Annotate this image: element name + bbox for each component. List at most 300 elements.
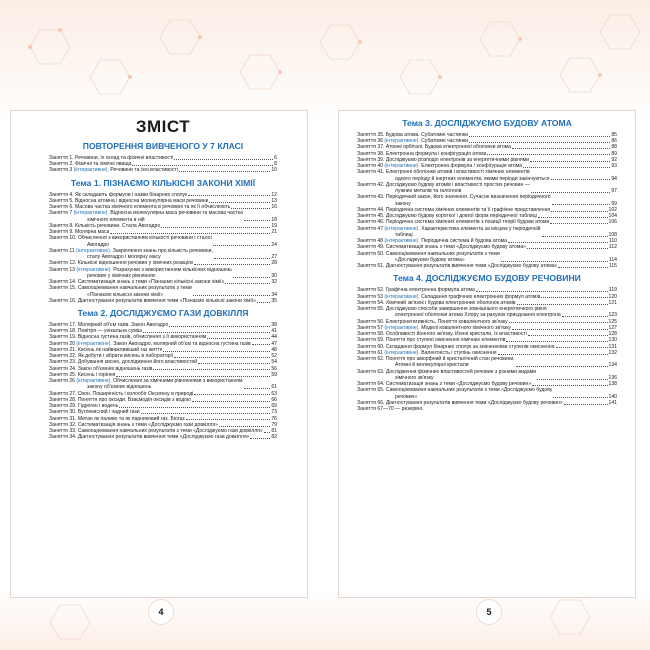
- lesson-title: Самооцінювання навчальних результатів з теми «Досліджуємо гази довкілля»: [77, 428, 263, 435]
- lesson-label: Заняття 37.: [357, 144, 385, 151]
- lesson-title: Будова атома. Субатомні частинки: [385, 131, 469, 138]
- lesson-title: Молярна маса: [75, 229, 110, 235]
- page-ref: 140: [608, 393, 617, 400]
- lesson-label: Заняття 3: [49, 167, 73, 174]
- lesson-title: Закон об'ємних відношень газів: [77, 365, 153, 372]
- toc-entry-text: [49, 378, 243, 391]
- dot-leader: [516, 366, 608, 367]
- dot-leader: [192, 401, 270, 402]
- interactive-tag: (інтерактивне).: [76, 340, 112, 347]
- lesson-label: Заняття 7: [49, 210, 73, 217]
- page-ref: 86: [611, 138, 617, 145]
- dot-leader: [523, 167, 610, 168]
- lesson-label: Заняття 52.: [357, 287, 385, 294]
- lesson-title: Закріплення знань про кількість речовини,: [112, 247, 213, 254]
- dot-leader: [556, 347, 608, 348]
- interactive-tag: (інтерактивне).: [384, 225, 420, 232]
- toc-entry-text: [49, 267, 232, 280]
- dot-leader: [541, 297, 607, 298]
- toc-entry-text: [357, 251, 500, 264]
- page-ref: 61: [271, 384, 277, 391]
- page-ref: 28: [271, 260, 277, 267]
- page-ref: 132: [608, 349, 617, 356]
- toc-entry[interactable]: [357, 263, 617, 269]
- lesson-label: Заняття 33.: [49, 428, 77, 435]
- lesson-title: Систематизація знань з теми «Пізнаємо кількісні закони хімії»: [77, 279, 225, 285]
- dot-leader: [141, 413, 271, 414]
- interactive-tag: (інтерактивне).: [76, 266, 112, 273]
- toc-entry[interactable]: [49, 267, 277, 280]
- lesson-title-continued: таблиці: [395, 231, 413, 238]
- toc-entry-text: [357, 306, 561, 319]
- page-ref: 27: [271, 254, 277, 260]
- lesson-title-continued: «Досліджуємо будову атома»: [395, 256, 465, 263]
- dot-leader: [517, 304, 608, 305]
- lesson-label: Заняття 11: [49, 247, 75, 254]
- lesson-title: Діагностування результатів вивчення теми «Досліджуємо будову атома»: [385, 263, 558, 270]
- lesson-label: Заняття 57: [357, 324, 383, 331]
- lesson-title: Періодична система й будова атома: [421, 238, 508, 245]
- page-ref: 136: [608, 374, 617, 381]
- dot-leader: [564, 404, 608, 405]
- right-page: [338, 110, 636, 617]
- lesson-label: Заняття 45.: [357, 213, 385, 220]
- dot-leader: [531, 192, 611, 193]
- page-ref: 88: [611, 144, 617, 151]
- lesson-title: Атомні орбіталі. Будова електронної оболонки атома: [385, 144, 511, 151]
- lesson-title: Характеристика елемента за місцем у періодичній: [421, 225, 541, 232]
- dot-leader: [487, 154, 610, 155]
- toc-entry[interactable]: [49, 378, 277, 391]
- dot-leader: [550, 223, 607, 224]
- dot-leader: [231, 208, 270, 209]
- lesson-label: Заняття 24.: [49, 365, 77, 372]
- page-number-right: 5: [476, 599, 502, 625]
- dot-leader: [551, 211, 607, 212]
- toc-entry-text: [49, 298, 256, 304]
- lesson-title-continued: електронної оболонки атома Хлору за рахунок приєднання електрона: [395, 312, 561, 319]
- page-ref: 125: [608, 318, 617, 325]
- lesson-title: Як добути і зібрати кисень в лабораторії: [77, 353, 174, 360]
- page-ref: 79: [271, 421, 277, 428]
- page-ref: 104: [608, 213, 617, 220]
- lesson-title: Повітря — унікальна суміш: [77, 328, 143, 335]
- lesson-label: Заняття 46.: [357, 219, 385, 226]
- lesson-title: Систематизація знань з теми «Досліджуємо будову атома»: [385, 244, 526, 251]
- dot-leader: [509, 322, 608, 323]
- section-heading: Тема 4. ДОСЛІДЖУЄМО БУДОВУ РЕЧОВИНИ: [393, 273, 581, 284]
- lesson-label: Заняття 13: [49, 266, 75, 273]
- page-ref: 35: [271, 297, 277, 304]
- page-ref: 66: [271, 396, 277, 403]
- page-ref: 120: [608, 293, 617, 300]
- dot-leader: [469, 136, 610, 137]
- dot-leader: [194, 264, 270, 265]
- lesson-label: Заняття 23.: [49, 359, 77, 366]
- lesson-title: Добування кисню, дослідження його властивостей: [77, 359, 198, 366]
- lesson-label: Заняття 53: [357, 293, 383, 300]
- dot-leader: [244, 388, 271, 389]
- lesson-label: Заняття 67—70: [357, 406, 394, 412]
- interactive-tag: (інтерактивне).: [384, 324, 420, 331]
- dot-leader: [538, 217, 608, 218]
- lesson-label: Заняття 1.: [49, 154, 74, 161]
- dot-leader: [469, 142, 610, 143]
- lesson-title: Дослідження фізичних властивостей речовин з різними видами: [385, 368, 537, 375]
- dot-leader: [119, 407, 270, 408]
- lesson-title: Кількісні відношення речовин у хімічних реакціях: [77, 260, 194, 267]
- lesson-title: Поняття про ступені окиснення хімічних елементів: [385, 337, 506, 344]
- toc-entry-text: [357, 406, 423, 412]
- lesson-label: Заняття 55.: [357, 306, 385, 312]
- lesson-label: Заняття 10.: [49, 235, 77, 242]
- lesson-title: Графічна електронна формула атома: [385, 287, 475, 294]
- lesson-title: Періодичний закон, його значення. Сучасне визначення періодичного: [385, 194, 551, 201]
- lesson-title: Розрахунки з використанням кількісних відношень: [113, 266, 232, 273]
- lesson-title: Періодична система хімічних елементів та її графічне представлення: [385, 206, 551, 213]
- page-ref: 121: [608, 299, 617, 306]
- section-heading: Тема 3. ДОСЛІДЖУЄМО БУДОВУ АТОМА: [402, 118, 572, 128]
- toc-entry[interactable]: [357, 406, 617, 412]
- page-ref: 92: [611, 156, 617, 163]
- page-ref: 48: [271, 346, 277, 353]
- page-ref: 115: [608, 263, 617, 270]
- toc-entry[interactable]: [357, 194, 617, 207]
- lesson-label: Заняття 30.: [49, 409, 77, 416]
- toc-entry-text: [357, 369, 536, 382]
- dot-leader: [132, 165, 273, 166]
- lesson-label: Заняття 51.: [357, 263, 385, 270]
- dot-leader: [528, 335, 608, 336]
- lesson-title: Кисень як найважливіший газ життя: [77, 346, 163, 353]
- lesson-label: Заняття 61: [357, 349, 383, 356]
- lesson-title-continued: Атомні й молекулярні кристали: [395, 362, 469, 369]
- toc-entry-text: [49, 210, 243, 223]
- dot-leader: [214, 258, 270, 259]
- toc-entry[interactable]: [357, 251, 617, 264]
- page-ref: 110: [608, 238, 617, 245]
- page-ref: 8: [274, 161, 277, 168]
- lesson-label: Заняття 42.: [357, 181, 385, 188]
- lesson-label: Заняття 50.: [357, 250, 385, 257]
- page-ref: 89: [611, 150, 617, 157]
- toc-entry-text: [49, 285, 192, 298]
- dot-leader: [116, 376, 270, 377]
- lesson-label: Заняття 66.: [357, 399, 385, 406]
- page-ref: 73: [271, 409, 277, 416]
- page-ref: 63: [271, 390, 277, 397]
- interactive-tag: (інтерактивне).: [76, 247, 112, 254]
- page-ref: 99: [611, 200, 617, 207]
- lesson-label: Заняття 14.: [49, 279, 77, 285]
- lesson-title: Діагностування результатів вивчення теми «Пізнаємо кількісні закони хімії»: [77, 297, 256, 304]
- toc-entry-text: [357, 194, 551, 207]
- page-ref: 76: [271, 415, 277, 422]
- lesson-label: Заняття 59.: [357, 337, 385, 344]
- right-toc-column: [357, 114, 617, 412]
- page-ref: 102: [608, 206, 617, 213]
- interactive-tag: (інтерактивне).: [384, 163, 420, 170]
- lesson-title: Масова частка хімічного елемента в речовині та як її обчислюють: [75, 204, 231, 210]
- lesson-title: Самооцінювання навчальних результатів з теми: [385, 250, 500, 257]
- dot-leader: [257, 302, 270, 303]
- lesson-title: — резервні.: [395, 406, 424, 412]
- dot-leader: [244, 220, 270, 221]
- page-ref: 94: [611, 175, 617, 182]
- lesson-title-continued: сталу Авогадро і молярну масу: [87, 254, 161, 260]
- dot-leader: [552, 204, 611, 205]
- toc-entry[interactable]: [49, 434, 277, 440]
- toc-entry[interactable]: [49, 235, 277, 248]
- lesson-title: Хімічний зв'язок і будова електронних оболонок атомів: [385, 299, 516, 306]
- lesson-label: Заняття 22.: [49, 353, 77, 360]
- lesson-title: Моделі ковалентного хімічного зв'язку: [421, 324, 512, 331]
- lesson-title: Відносна атомна і відносна молекулярна маси речовини: [75, 197, 209, 204]
- lesson-title: Обчислення за хімічними рівняннями з використанням: [113, 378, 243, 385]
- dot-leader: [542, 236, 608, 237]
- lesson-label: Заняття 9.: [49, 229, 74, 235]
- lesson-title: Молярний об'єм газів. Закон Авогадро: [77, 321, 169, 328]
- dot-leader: [562, 316, 608, 317]
- lesson-title: Речовини та їхні властивості: [110, 167, 178, 174]
- section-heading: Тема 1. ПІЗНАЄМО КІЛЬКІСНІ ЗАКОНИ ХІМІЇ: [70, 177, 256, 188]
- lesson-label: Заняття 36: [357, 138, 383, 145]
- left-toc-column: [49, 117, 277, 441]
- lesson-label: Заняття 54.: [357, 299, 385, 306]
- lesson-label: Заняття 18.: [49, 328, 77, 335]
- lesson-label: Заняття 58.: [357, 331, 385, 337]
- lesson-title: Електронегативність. Поняття ковалентного зв'язку: [385, 318, 508, 325]
- section-heading: ПОВТОРЕННЯ ВИВЧЕНОГО У 7 КЛАСІ: [82, 141, 244, 151]
- page-ref: 138: [608, 381, 617, 387]
- dot-leader: [110, 233, 270, 234]
- page-ref: 123: [608, 312, 617, 319]
- page-ref: 134: [608, 362, 617, 369]
- page-ref: 112: [608, 244, 617, 251]
- lesson-label: Заняття 34.: [49, 434, 77, 441]
- page-ref: 34: [271, 291, 277, 298]
- lesson-title: Гідроген і водень: [77, 403, 119, 410]
- lesson-title-continued: закону: [395, 200, 411, 207]
- lesson-title: Відносна густина газів, обчислення з її використанням: [77, 334, 207, 341]
- lesson-label: Заняття 38.: [357, 150, 385, 157]
- lesson-label: Заняття 4.: [49, 191, 74, 198]
- lesson-label: Заняття 5.: [49, 197, 74, 204]
- lesson-title: Закон Авогадро, молярний об'єм та відносна густина газів: [113, 340, 251, 347]
- interactive-tag: (інтерактивне).: [384, 293, 420, 300]
- dot-leader: [169, 326, 270, 327]
- lesson-title: Валентність і ступінь окиснення: [421, 349, 497, 356]
- lesson-title: Діагностування результатів вивчення теми «Досліджуємо гази довкілля»: [77, 434, 250, 441]
- lesson-label: Заняття 28.: [49, 396, 77, 403]
- page-ref: 128: [608, 331, 617, 337]
- dot-leader: [551, 179, 611, 180]
- lesson-title: Досліджуємо розподіл електронів за енергетичними рівнями: [385, 156, 530, 163]
- dot-leader: [161, 227, 270, 228]
- toc-entry[interactable]: [49, 248, 277, 261]
- dot-leader: [174, 357, 270, 358]
- lesson-title: Вуглекислий і чадний гази: [77, 409, 140, 416]
- page-ref: 85: [611, 131, 617, 138]
- lesson-label: Заняття 2.: [49, 161, 74, 168]
- toc-entry-text: [49, 434, 249, 440]
- page-ref: 52: [271, 353, 277, 360]
- lesson-title-continued: одного періоду й інертних елементів, якими періоди закінчуються: [395, 175, 550, 182]
- dot-leader: [194, 394, 270, 395]
- lesson-title: Діагностування результатів вивчення теми «Досліджуємо будову речовин»: [385, 399, 563, 406]
- page-ref: 59: [271, 371, 277, 378]
- page-ref: 6: [274, 154, 277, 161]
- page-ref: 97: [611, 188, 617, 195]
- lesson-label: Заняття 39.: [357, 156, 385, 163]
- page-ref: 18: [271, 216, 277, 223]
- toc-entry-text: [357, 263, 557, 269]
- dot-leader: [512, 329, 607, 330]
- lesson-title-continued: речовин»: [395, 393, 418, 400]
- interactive-tag: (інтерактивне).: [384, 238, 420, 245]
- lesson-label: Заняття 49.: [357, 244, 385, 251]
- lesson-title: Поняття про аморфний й кристалічний стан речовини.: [385, 356, 515, 362]
- dot-leader: [537, 379, 607, 380]
- dot-leader: [174, 159, 273, 160]
- lesson-label: Заняття 62.: [357, 356, 385, 362]
- page-title: ЗМІСТ: [135, 117, 191, 136]
- toc-entry-text: [49, 235, 212, 248]
- lesson-label: Заняття 60.: [357, 343, 385, 350]
- page-ref: 127: [608, 324, 617, 331]
- lesson-label: Заняття 63.: [357, 368, 385, 375]
- lesson-label: Заняття 64.: [357, 381, 385, 387]
- toc-entry[interactable]: [49, 210, 277, 223]
- toc-entry[interactable]: [357, 182, 617, 195]
- page-ref: 106: [608, 219, 617, 226]
- interactive-tag: (інтерактивне).: [73, 167, 109, 174]
- dot-leader: [553, 397, 607, 398]
- page-ref: 56: [271, 365, 277, 372]
- page-ref: 21: [271, 229, 277, 235]
- lesson-label: Заняття 21.: [49, 346, 77, 353]
- page-ref: 108: [608, 231, 617, 238]
- toc-entry[interactable]: [49, 285, 277, 298]
- page-ref: 12: [271, 191, 277, 198]
- lesson-label: Заняття 29.: [49, 403, 77, 410]
- lesson-title: Самооцінювання навчальних результатів з теми «Досліджуємо будову: [385, 387, 553, 394]
- page-ref: 69: [271, 403, 277, 410]
- dot-leader: [506, 341, 607, 342]
- lesson-label: Заняття 6.: [49, 204, 74, 210]
- toc-entry-text: [357, 182, 530, 195]
- toc-entry-text: [49, 248, 213, 261]
- page-ref: 41: [271, 328, 277, 335]
- page-ref: 81: [271, 428, 277, 435]
- dot-leader: [250, 438, 270, 439]
- lesson-title: Складання формул бінарних сполук за значеннями ступенів окиснення: [385, 343, 555, 350]
- interactive-tag: (інтерактивне).: [73, 210, 109, 217]
- dot-leader: [508, 242, 608, 243]
- lesson-title: Речовини, їх склад та фізичні властивості: [75, 154, 174, 161]
- lesson-title: Як складають формули і назви бінарних сполук: [75, 191, 188, 198]
- page-ref: 44: [271, 334, 277, 341]
- toc-entry[interactable]: [357, 369, 617, 382]
- dot-leader: [163, 351, 270, 352]
- lesson-label: Заняття 47: [357, 225, 383, 232]
- page-ref: 93: [611, 163, 617, 170]
- dot-leader: [532, 385, 607, 386]
- lesson-label: Заняття 26: [49, 378, 75, 385]
- page-ref: 38: [271, 321, 277, 328]
- toc-entry[interactable]: [357, 306, 617, 319]
- toc-entry[interactable]: [357, 226, 617, 239]
- page-ref: 141: [608, 399, 617, 406]
- dot-leader: [558, 267, 607, 268]
- left-page: [10, 110, 308, 617]
- lesson-title: Досліджуємо способи завершення зовнішнього енергетичного рівня: [385, 306, 547, 312]
- lesson-title: Електронна формула і конфігурація атома: [385, 150, 487, 157]
- lesson-title: Досліджуємо будову короткої і довгої форм періодичної таблиці: [385, 213, 537, 220]
- page-ref: 24: [271, 241, 277, 248]
- toc-entry-text: [357, 226, 541, 239]
- dot-leader: [213, 245, 270, 246]
- dot-leader: [264, 432, 271, 433]
- lesson-title: Самооцінювання навчальних результатів з теми: [77, 285, 192, 292]
- lesson-title: Систематизація знань з теми «Досліджуємо гази довкілля»: [77, 421, 218, 428]
- dot-leader: [527, 248, 608, 249]
- page-ref: 119: [608, 287, 617, 294]
- lesson-title-continued: хімічного елемента в ній: [87, 216, 145, 223]
- dot-leader: [498, 354, 608, 355]
- lesson-title: Періодична система хімічних елементів з позиції теорії будови атома: [385, 219, 550, 226]
- lesson-label: Заняття 27.: [49, 390, 77, 397]
- lesson-title-continued: лужних металів та галогенів: [395, 188, 462, 195]
- page-ref: 82: [271, 434, 277, 441]
- lesson-label: Заняття 8.: [49, 222, 74, 229]
- dot-leader: [143, 332, 270, 333]
- dot-leader: [501, 261, 608, 262]
- toc-entry-text: [49, 167, 178, 173]
- toc-entry[interactable]: [49, 167, 277, 173]
- dot-leader: [233, 277, 270, 278]
- lesson-title-continued: речовин у хімічних рівняннях: [87, 272, 156, 279]
- lesson-title: Електронна формула / конфігурація атома: [421, 163, 523, 170]
- lesson-title: Досліджуємо будову атомів і властивості простих речовин —: [385, 181, 530, 188]
- toc-entry[interactable]: [357, 356, 617, 369]
- lesson-label: Заняття 20: [49, 340, 75, 347]
- lesson-title: Особливості йонного зв'язку. Йонні кристали, їх властивості: [385, 331, 527, 337]
- lesson-label: Заняття 35.: [357, 131, 385, 138]
- dot-leader: [186, 419, 271, 420]
- dot-leader: [476, 291, 608, 292]
- page-ref: 16: [271, 204, 277, 210]
- lesson-label: Заняття 48: [357, 238, 383, 245]
- page-number-left: 4: [148, 599, 174, 625]
- lesson-label: Заняття 40: [357, 163, 383, 170]
- lesson-title: Фізичні та хімічні явища: [75, 161, 132, 168]
- lesson-title: Складання графічних електронних формул атомів: [421, 293, 541, 300]
- lesson-label: Заняття 25.: [49, 371, 77, 378]
- dot-leader: [219, 426, 270, 427]
- dot-leader: [209, 202, 270, 203]
- lesson-title: Обчислення з використанням кількості речовини і сталої: [77, 235, 212, 242]
- dot-leader: [207, 338, 270, 339]
- toc-entry[interactable]: [49, 298, 277, 304]
- toc-entry[interactable]: [357, 387, 617, 400]
- page-ref: 13: [271, 197, 277, 204]
- toc-entry-text: [357, 169, 550, 182]
- dot-leader: [153, 369, 270, 370]
- toc-entry[interactable]: [357, 169, 617, 182]
- lesson-title-continued: закону об'ємних відношень: [87, 384, 152, 391]
- lesson-title: Озон. Поширеність і колообіг Оксигену в природі: [77, 390, 194, 397]
